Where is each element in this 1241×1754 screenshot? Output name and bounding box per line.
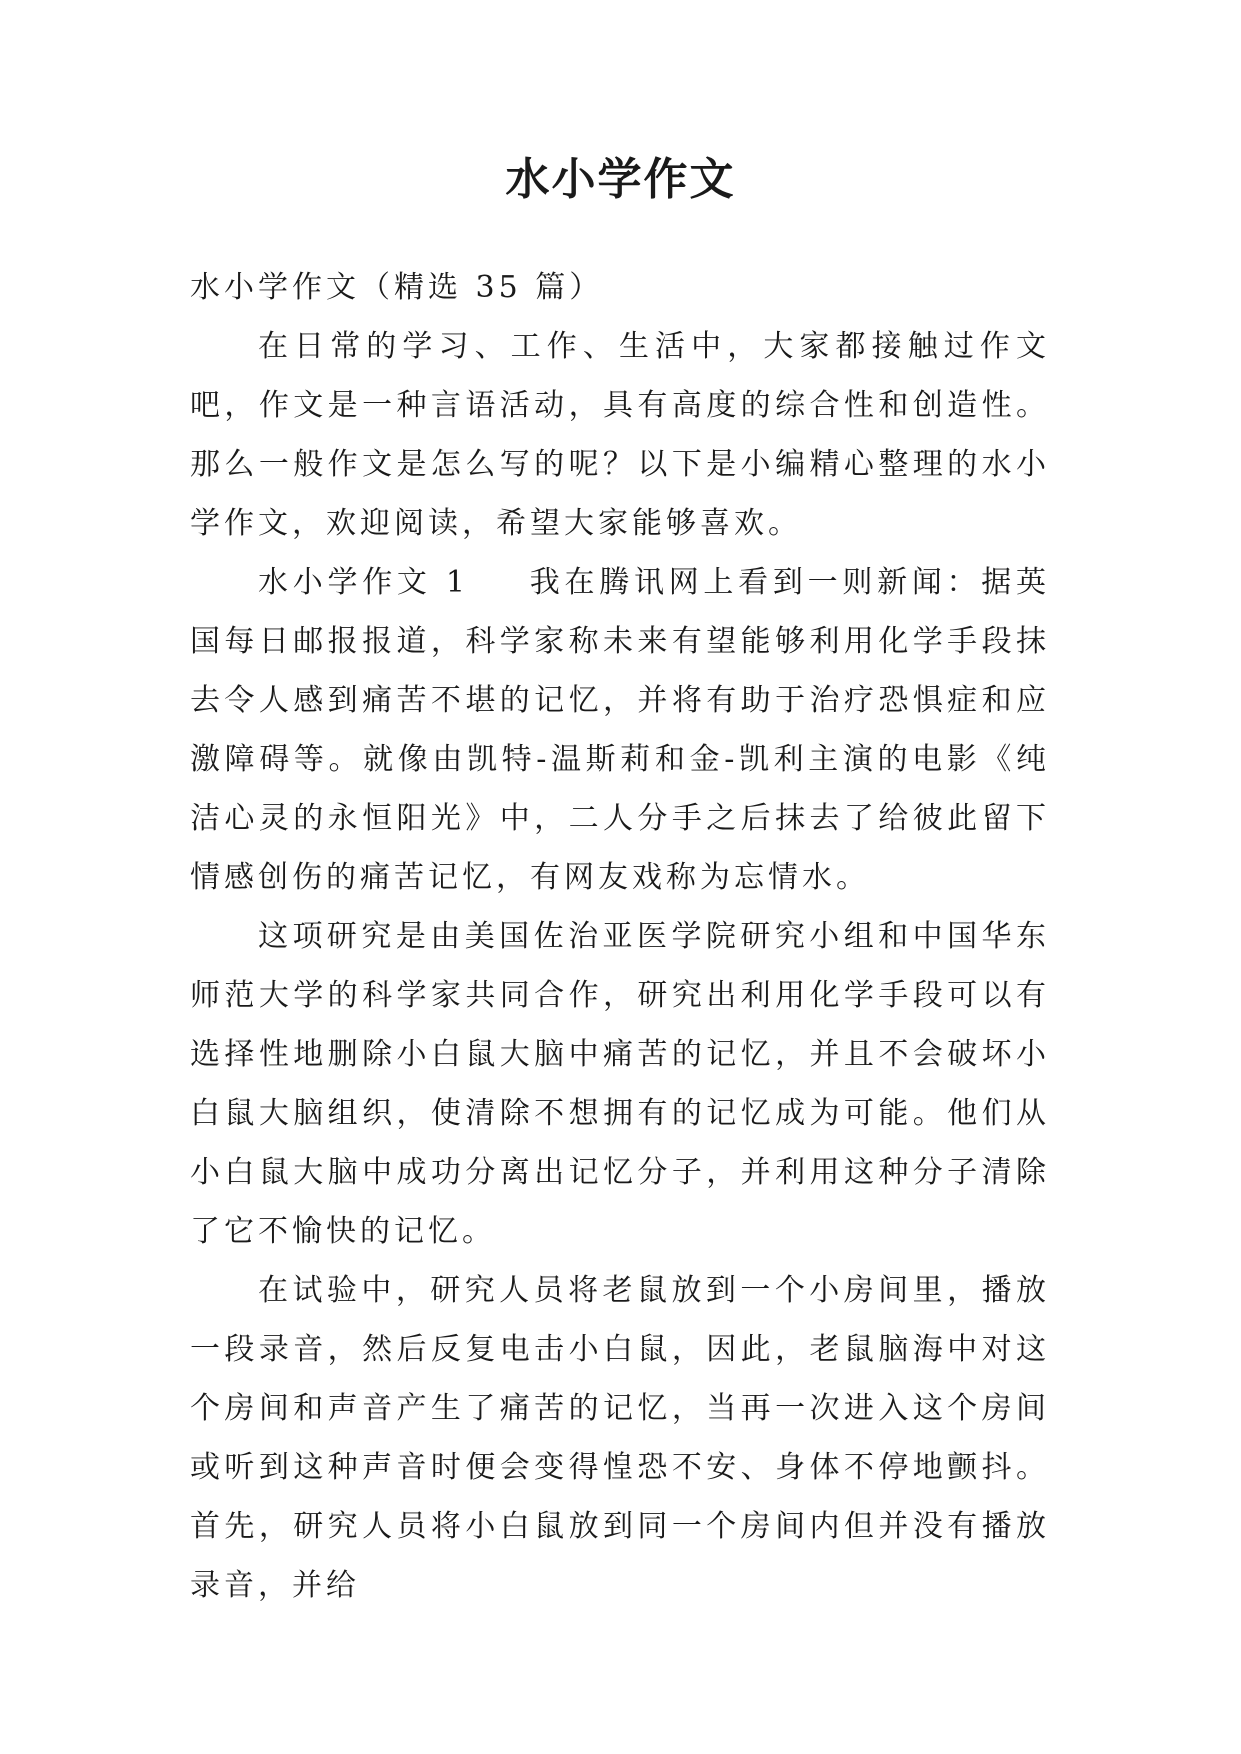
essay-1-first-paragraph bbox=[190, 553, 1050, 907]
document-body bbox=[190, 258, 1050, 1615]
subtitle-line: 水小学作文（精选 35 篇） bbox=[190, 270, 604, 305]
essay-1-first-text: 我在腾讯网上看到一则新闻：据英国每日邮报报道，科学家称未来有望能够利用化学手段抹去令人感到痛苦不堪的记忆，并将有助于治疗恐惧症和应激障碍等。就像由凯特-温斯莉和金-凯利主演的电影《纯洁心灵的永恒阳光》中，二人分手之后抹去了给彼此留下情感创伤的痛苦记忆，有网友戏称为忘情水。 bbox=[190, 565, 1051, 895]
essay-1-heading: 水小学作文 1 bbox=[258, 565, 470, 600]
intro-paragraph: 在日常的学习、工作、生活中，大家都接触过作文吧，作文是一种言语活动，具有高度的综合性和创造性。那么一般作文是怎么写的呢？以下是小编精心整理的水小学作文，欢迎阅读，希望大家能够喜欢。 bbox=[190, 329, 1050, 541]
essay-1-paragraph-2: 这项研究是由美国佐治亚医学院研究小组和中国华东师范大学的科学家共同合作，研究出利用化学手段可以有选择性地删除小白鼠大脑中痛苦的记忆，并且不会破坏小白鼠大脑组织，使清除不想拥有的记忆成为可能。他们从小白鼠大脑中成功分离出记忆分子，并利用这种分子清除了它不愉快的记忆。 bbox=[190, 919, 1050, 1249]
essay-1-paragraph-3: 在试验中，研究人员将老鼠放到一个小房间里，播放一段录音，然后反复电击小白鼠，因此，老鼠脑海中对这个房间和声音产生了痛苦的记忆，当再一次进入这个房间或听到这种声音时便会变得惶恐不安、身体不停地颤抖。首先，研究人员将小白鼠放到同一个房间内但并没有播放录音，并给 bbox=[190, 1273, 1050, 1603]
document-title: 水小学作文 bbox=[505, 154, 736, 205]
